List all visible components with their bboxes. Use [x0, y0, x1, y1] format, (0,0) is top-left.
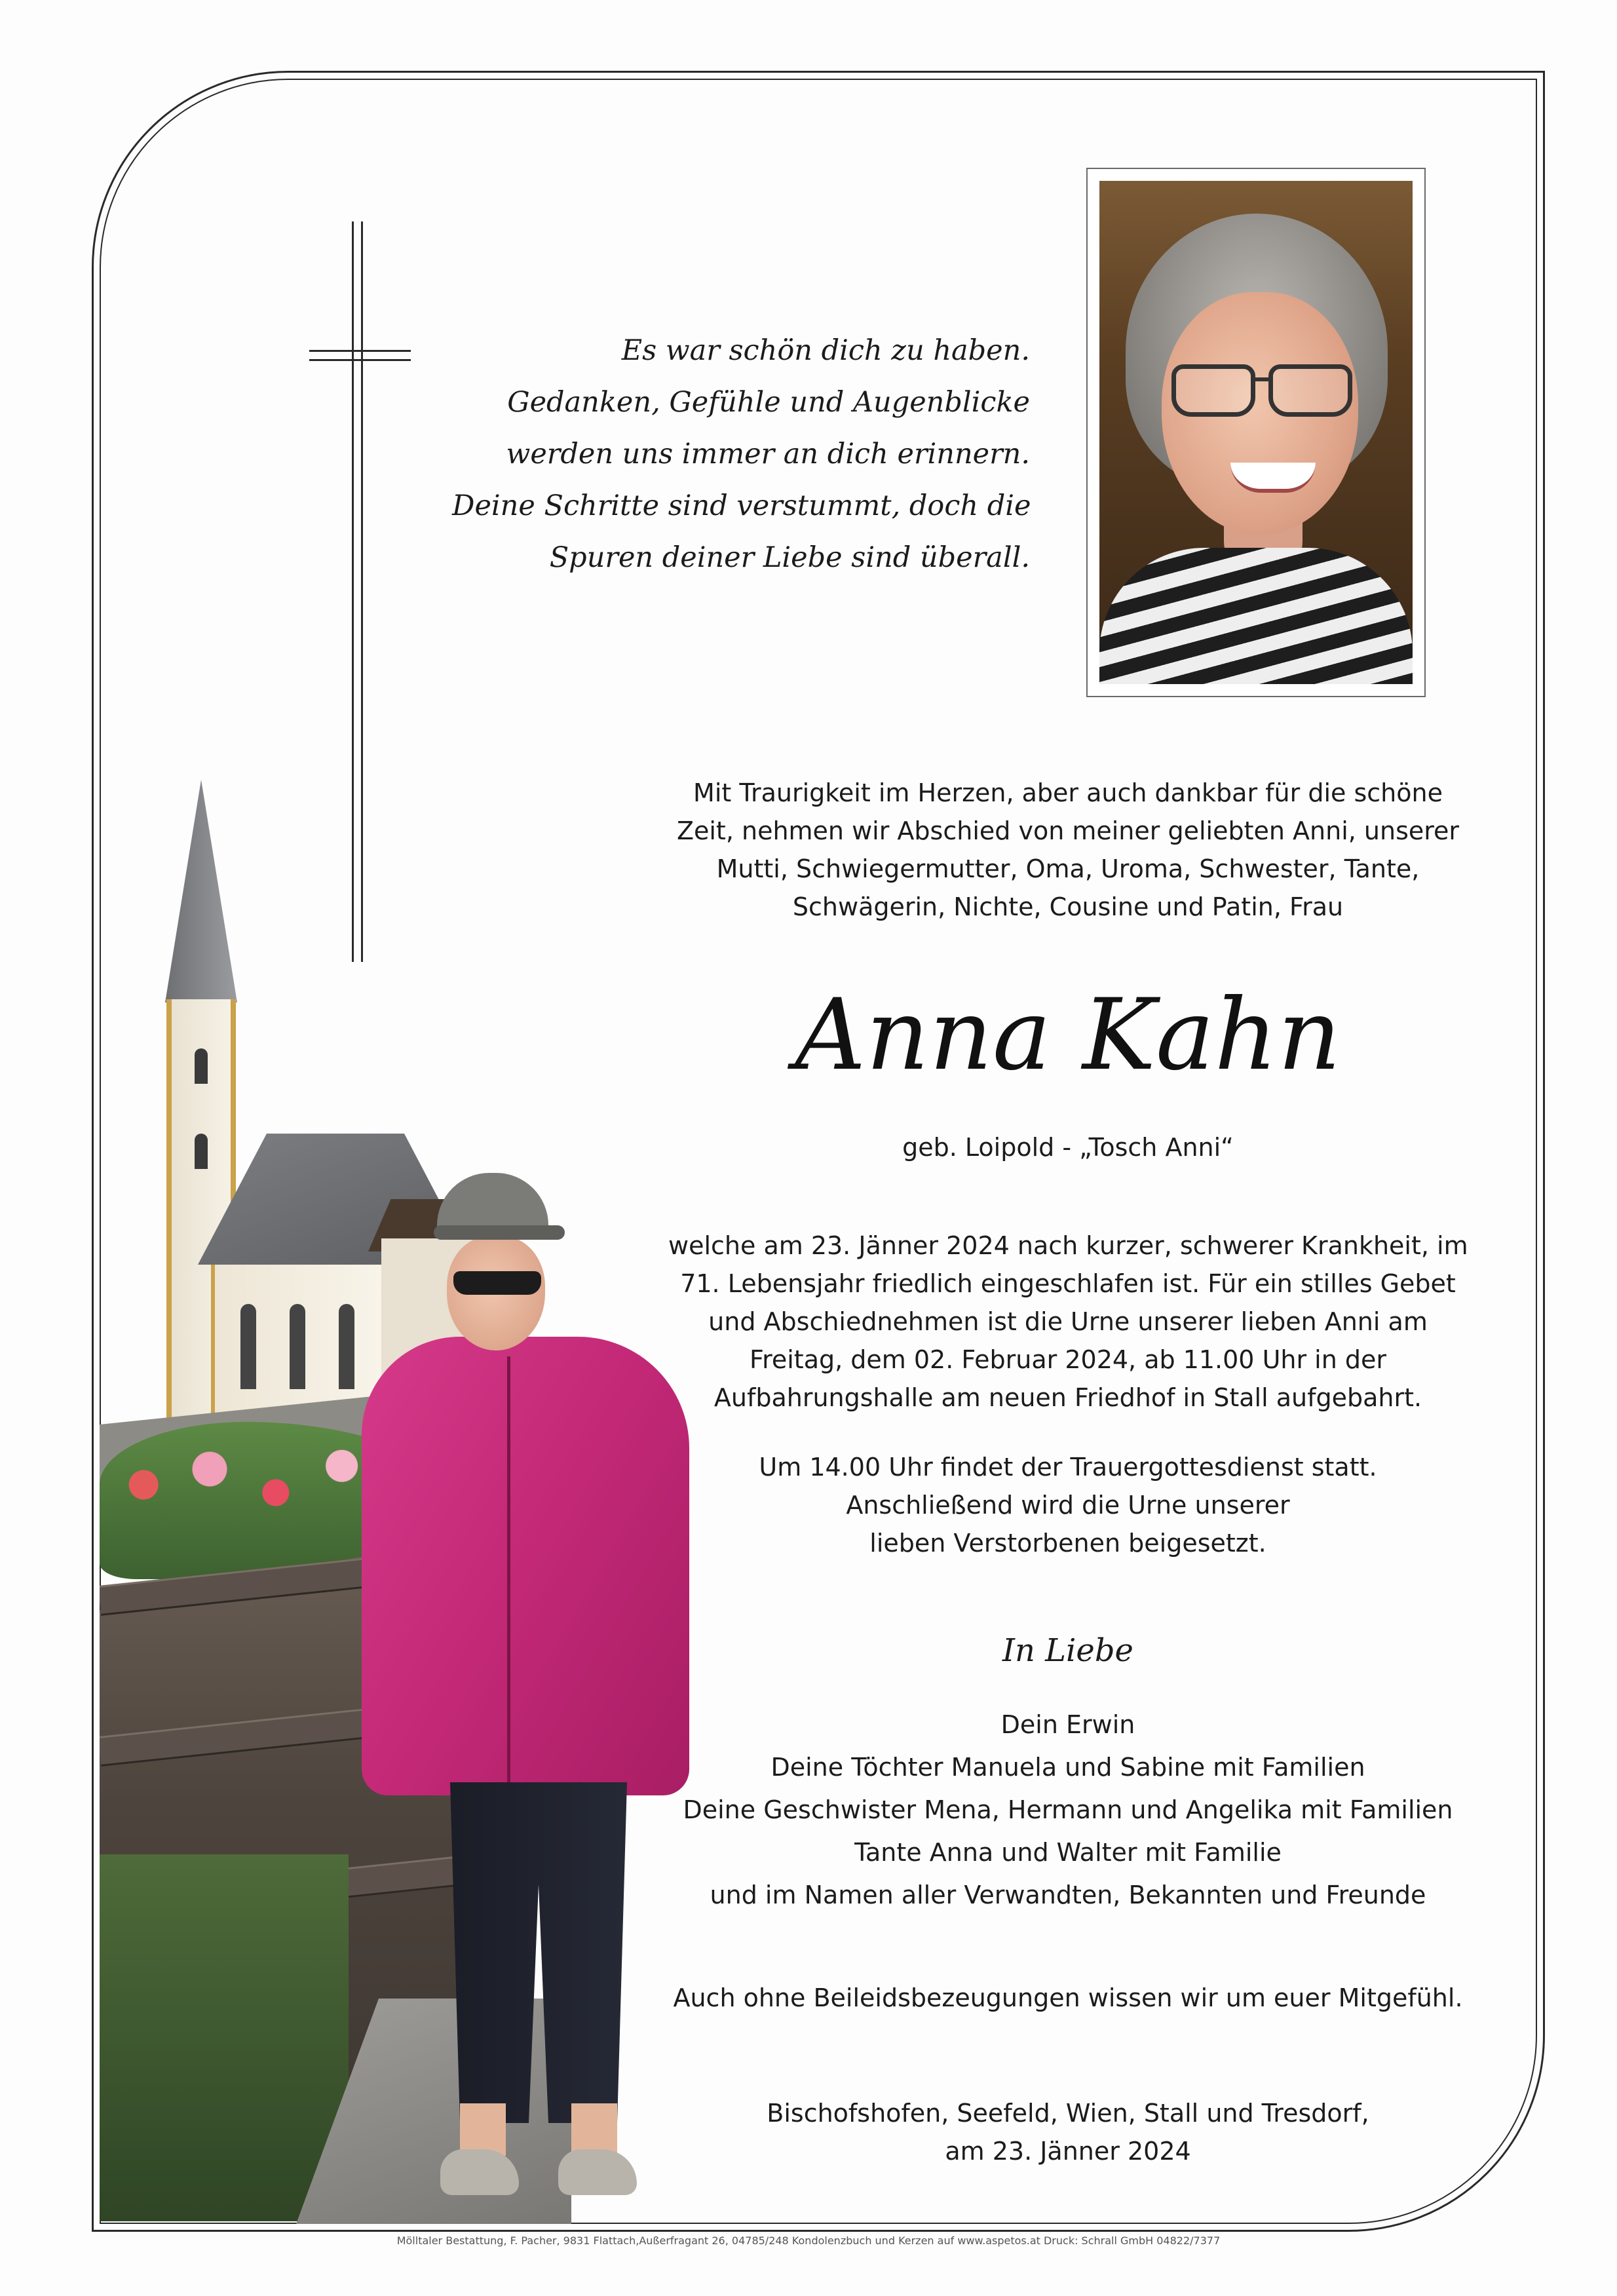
- text-line: Bischofshofen, Seefeld, Wien, Stall und Tresdorf,: [767, 2099, 1369, 2128]
- text-line: 71. Lebensjahr friedlich eingeschlafen ist. Für ein stilles Gebet: [680, 1269, 1456, 1298]
- memorial-photo-church-woman: [100, 767, 761, 2224]
- poem-line: Gedanken, Gefühle und Augenblicke: [507, 386, 1030, 419]
- text-line: Aufbahrungshalle am neuen Friedhof in Stall aufgebahrt.: [713, 1383, 1422, 1412]
- mourner-line: Deine Töchter Manuela und Sabine mit Familien: [770, 1753, 1365, 1782]
- intro-text: [668, 774, 1468, 926]
- poem: [452, 325, 1030, 584]
- deceased-name: Anna Kahn: [795, 978, 1341, 1092]
- mourners-list: [668, 1704, 1468, 1917]
- mourner-line: Dein Erwin: [1000, 1710, 1135, 1739]
- place-and-date: [668, 2094, 1468, 2170]
- maiden-name: [668, 1128, 1468, 1166]
- funeral-details: [668, 1227, 1468, 1417]
- poem-line: Deine Schritte sind verstummt, doch die: [452, 489, 1031, 522]
- text-line: geb. Loipold - „Tosch Anni“: [902, 1133, 1234, 1162]
- text-line: Zeit, nehmen wir Abschied von meiner geliebten Anni, unserer: [676, 816, 1460, 845]
- poem-line: werden uns immer an dich erinnern.: [506, 438, 1030, 470]
- text-line: Anschließend wird die Urne unserer: [846, 1491, 1290, 1520]
- text-line: Um 14.00 Uhr findet der Trauergottesdienst statt.: [759, 1453, 1377, 1482]
- service-details: [668, 1448, 1468, 1562]
- text-line: Mit Traurigkeit im Herzen, aber auch dankbar für die schöne: [693, 778, 1443, 807]
- poem-line: Es war schön dich zu haben.: [621, 334, 1030, 367]
- mourner-line: und im Namen aller Verwandten, Bekannten und Freunde: [710, 1881, 1426, 1909]
- text-line: Freitag, dem 02. Februar 2024, ab 11.00 Uhr in der: [749, 1345, 1387, 1374]
- text-line: und Abschiednehmen ist die Urne unserer lieben Anni am: [708, 1307, 1428, 1336]
- text-line: Auch ohne Beileidsbezeugungen wissen wir um euer Mitgefühl.: [673, 1983, 1463, 2012]
- text-line: welche am 23. Jänner 2024 nach kurzer, schwerer Krankheit, im: [668, 1231, 1468, 1260]
- text-line: lieben Verstorbenen beigesetzt.: [869, 1529, 1266, 1558]
- text-line: Mutti, Schwiegermutter, Oma, Uroma, Schwester, Tante,: [716, 854, 1420, 883]
- poem-line: Spuren deiner Liebe sind überall.: [549, 541, 1030, 574]
- text-line: am 23. Jänner 2024: [945, 2137, 1191, 2166]
- portrait-photo: [1086, 168, 1426, 697]
- footer-imprint: Mölltaler Bestattung, F. Pacher, 9831 Flattach,Außerfragant 26, 04785/248 Kondolenzbuch und Kerzen auf www.aspetos.at Druck: Schrall GmbH 04822/7377: [396, 2234, 1221, 2247]
- mourner-line: Deine Geschwister Mena, Hermann und Angelika mit Familien: [683, 1795, 1453, 1824]
- in-liebe-heading: In Liebe: [1002, 1632, 1133, 1669]
- text-line: Schwägerin, Nichte, Cousine und Patin, Frau: [792, 892, 1344, 921]
- closing-note: [668, 1979, 1468, 2017]
- mourner-line: Tante Anna und Walter mit Familie: [854, 1838, 1282, 1867]
